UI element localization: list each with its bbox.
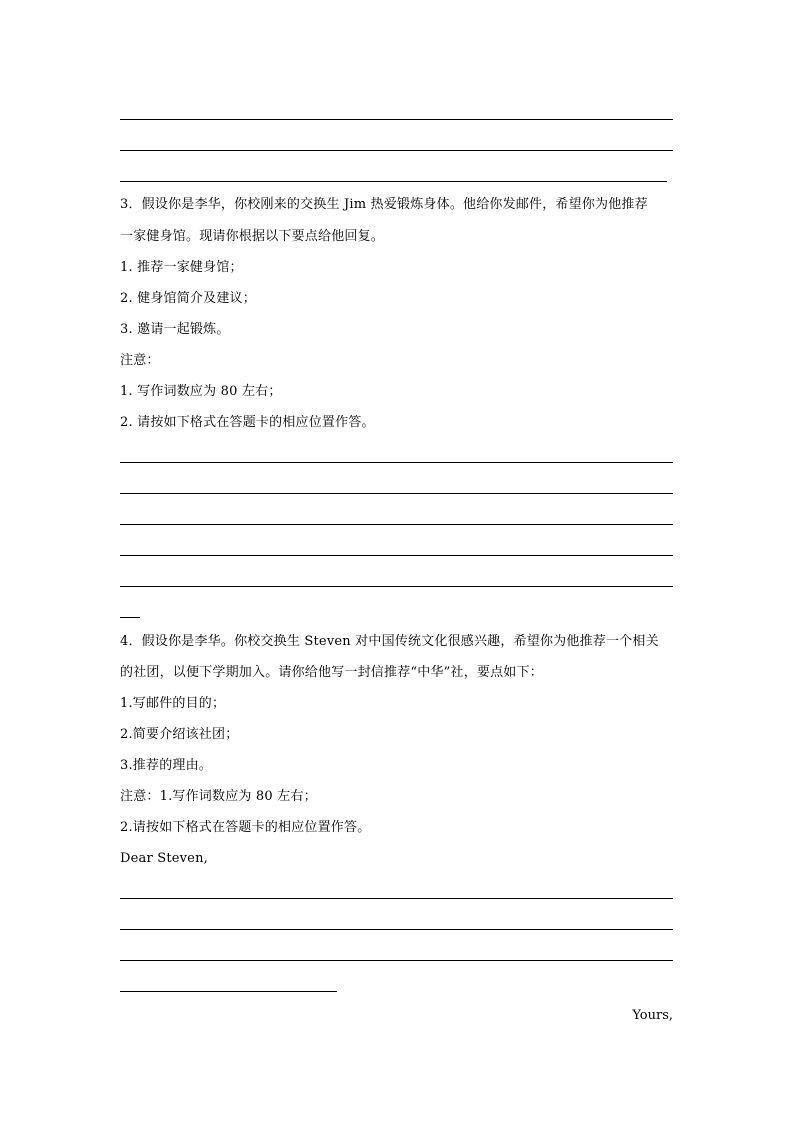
answer-line bbox=[120, 181, 667, 182]
answer-line bbox=[120, 119, 673, 120]
q3-note-2: 2. 请按如下格式在答题卡的相应位置作答。 bbox=[120, 415, 375, 430]
q3-point-1: 1. 推荐一家健身馆； bbox=[120, 260, 243, 275]
q4-prompt-line1: 4．假设你是李华。你校交换生 Steven 对中国传统文化很感兴趣，希望你为他推荐一个相关 bbox=[120, 634, 659, 649]
answer-line bbox=[120, 493, 673, 494]
q3-point-2: 2. 健身馆简介及建议； bbox=[120, 291, 256, 306]
q4-note-2: 2.请按如下格式在答题卡的相应位置作答。 bbox=[120, 820, 371, 835]
answer-line-partial bbox=[120, 991, 337, 992]
answer-line-short bbox=[120, 617, 140, 618]
q4-point-3: 3.推荐的理由。 bbox=[120, 758, 213, 773]
q4-point-2: 2.简要介绍该社团； bbox=[120, 727, 239, 742]
q4-closing: Yours, bbox=[632, 1008, 673, 1023]
q3-prompt-line1: 3．假设你是李华，你校刚来的交换生 Jim 热爱锻炼身体。他给你发邮件，希望你为他推荐 bbox=[120, 197, 648, 212]
q3-note-label: 注意： bbox=[120, 353, 160, 368]
answer-line bbox=[120, 524, 673, 525]
q3-prompt-line2: 一家健身馆。现请你根据以下要点给他回复。 bbox=[120, 229, 385, 244]
answer-line bbox=[120, 586, 673, 587]
q4-note-1: 注意：1.写作词数应为 80 左右； bbox=[120, 789, 317, 804]
answer-line bbox=[120, 898, 673, 899]
answer-line bbox=[120, 462, 673, 463]
answer-line bbox=[120, 929, 673, 930]
q4-salutation: Dear Steven, bbox=[120, 851, 208, 866]
q3-note-1: 1. 写作词数应为 80 左右； bbox=[120, 384, 282, 399]
answer-line bbox=[120, 960, 673, 961]
answer-line bbox=[120, 150, 673, 151]
q4-prompt-line2: 的社团，以便下学期加入。请你给他写一封信推荐“中华”社，要点如下： bbox=[120, 665, 543, 680]
q3-point-3: 3. 邀请一起锻炼。 bbox=[120, 322, 230, 337]
q4-point-1: 1.写邮件的目的； bbox=[120, 696, 226, 711]
answer-line bbox=[120, 555, 673, 556]
